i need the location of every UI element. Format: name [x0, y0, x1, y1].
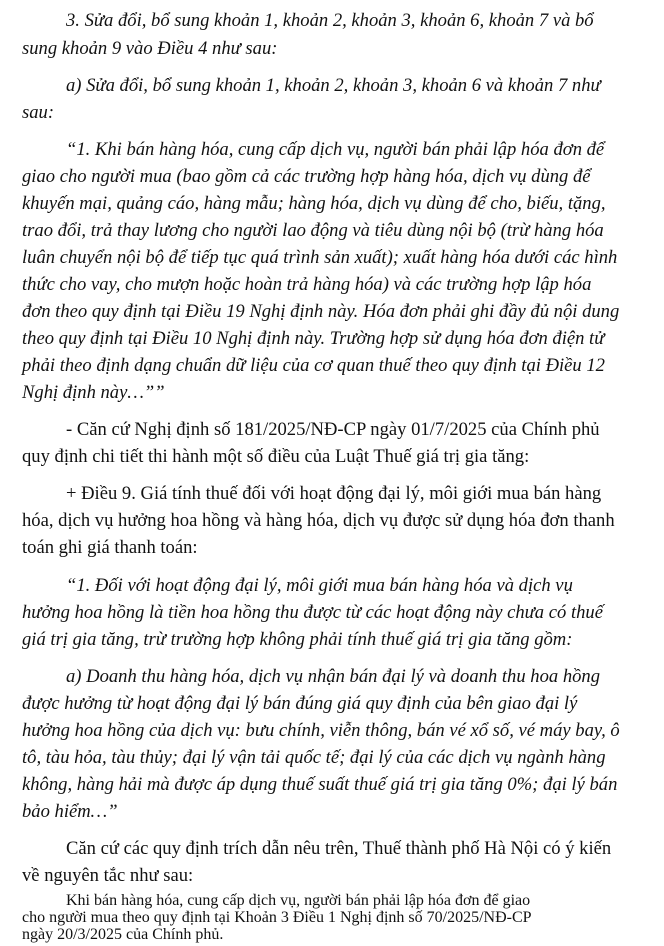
text-line: sung khoản 9 vào Điều 4 như sau:	[22, 38, 278, 59]
text-line: Căn cứ các quy định trích dẫn nêu trên, Thuế thành phố Hà Nội có ý kiến	[66, 838, 612, 859]
text-line: “1. Đối với hoạt động đại lý, môi giới mua bán hàng hóa và dịch vụ	[66, 575, 573, 596]
text-line: bảo hiểm…”	[22, 801, 118, 822]
text-line: phải theo định dạng chuẩn dữ liệu của cơ quan thuế theo quy định tại Điều 12	[22, 355, 605, 376]
text-line: a) Sửa đổi, bổ sung khoản 1, khoản 2, khoản 3, khoản 6 và khoản 7 như	[66, 75, 601, 96]
text-line: trao đổi, trả thay lương cho người lao động và tiêu dùng nội bộ (trừ hàng hóa	[22, 220, 604, 241]
text-line	[66, 940, 95, 941]
text-line: đơn theo quy định tại Điều 19 Nghị định này. Hóa đơn phải ghi đầy đủ nội dung	[22, 301, 620, 322]
text-line: không, hàng hải mà được áp dụng thuế suất thuế giá trị gia tăng 0%; đại lý bán	[22, 774, 618, 795]
text-line: “1. Khi bán hàng hóa, cung cấp dịch vụ, người bán phải lập hóa đơn để	[66, 139, 605, 160]
text-line: cho người mua theo quy định tại Khoản 3 Điều 1 Nghị định số 70/2025/NĐ-CP	[22, 909, 532, 926]
text-line: hưởng hoa hồng của dịch vụ: bưu chính, viễn thông, bán vé xổ số, vé máy bay, ô	[22, 720, 620, 741]
text-line: được hưởng từ hoạt động đại lý bán đúng giá quy định của bên giao đại lý	[22, 693, 578, 714]
text-line: giao cho người mua (bao gồm cả các trường hợp hàng hóa, dịch vụ dùng để	[22, 166, 591, 187]
text-line: sau:	[22, 102, 55, 123]
text-line: luân chuyển nội bộ để tiếp tục quá trình sản xuất); xuất hàng hóa dưới các hình	[22, 247, 618, 268]
text-line: hưởng hoa hồng là tiền hoa hồng thu được từ các hoạt động này chưa có thuế	[22, 602, 603, 623]
text-line: thức cho vay, cho mượn hoặc hoàn trả hàng hóa) và các trường hợp lập hóa	[22, 274, 592, 295]
text-line: toán ghi giá thanh toán:	[22, 537, 198, 558]
text-line: theo quy định tại Điều 10 Nghị định này. Trường hợp sử dụng hóa đơn điện tử	[22, 328, 605, 349]
text-line: Nghị định này…””	[22, 382, 165, 403]
text-line: khuyến mại, quảng cáo, hàng mẫu; hàng hóa, dịch vụ dùng để cho, biếu, tặng,	[22, 193, 606, 214]
text-line: Khi bán hàng hóa, cung cấp dịch vụ, người bán phải lập hóa đơn để giao	[66, 892, 531, 909]
text-line: tô, tàu hỏa, tàu thủy; đại lý vận tải quốc tế; đại lý của các dịch vụ ngành hàng	[22, 747, 606, 768]
text-line: quy định chi tiết thi hành một số điều của Luật Thuế giá trị gia tăng:	[22, 446, 530, 467]
text-line: về nguyên tắc như sau:	[22, 865, 194, 886]
text-line: ngày 20/3/2025 của Chính phủ.	[22, 926, 224, 943]
text-line: hóa, dịch vụ hưởng hoa hồng và hàng hóa, dịch vụ được sử dụng hóa đơn thanh	[22, 510, 615, 531]
text-line: giá trị gia tăng, trừ trường hợp không phải tính thuế giá trị gia tăng gồm:	[22, 629, 573, 650]
text-line: - Căn cứ Nghị định số 181/2025/NĐ-CP ngày 01/7/2025 của Chính phủ	[66, 419, 600, 440]
text-line: + Điều 9. Giá tính thuế đối với hoạt động đại lý, môi giới mua bán hàng	[66, 483, 602, 504]
text-line: 3. Sửa đổi, bổ sung khoản 1, khoản 2, khoản 3, khoản 6, khoản 7 và bổ	[66, 10, 594, 31]
text-line	[22, 942, 48, 943]
text-line: a) Doanh thu hàng hóa, dịch vụ nhận bán đại lý và doanh thu hoa hồng	[66, 666, 601, 687]
